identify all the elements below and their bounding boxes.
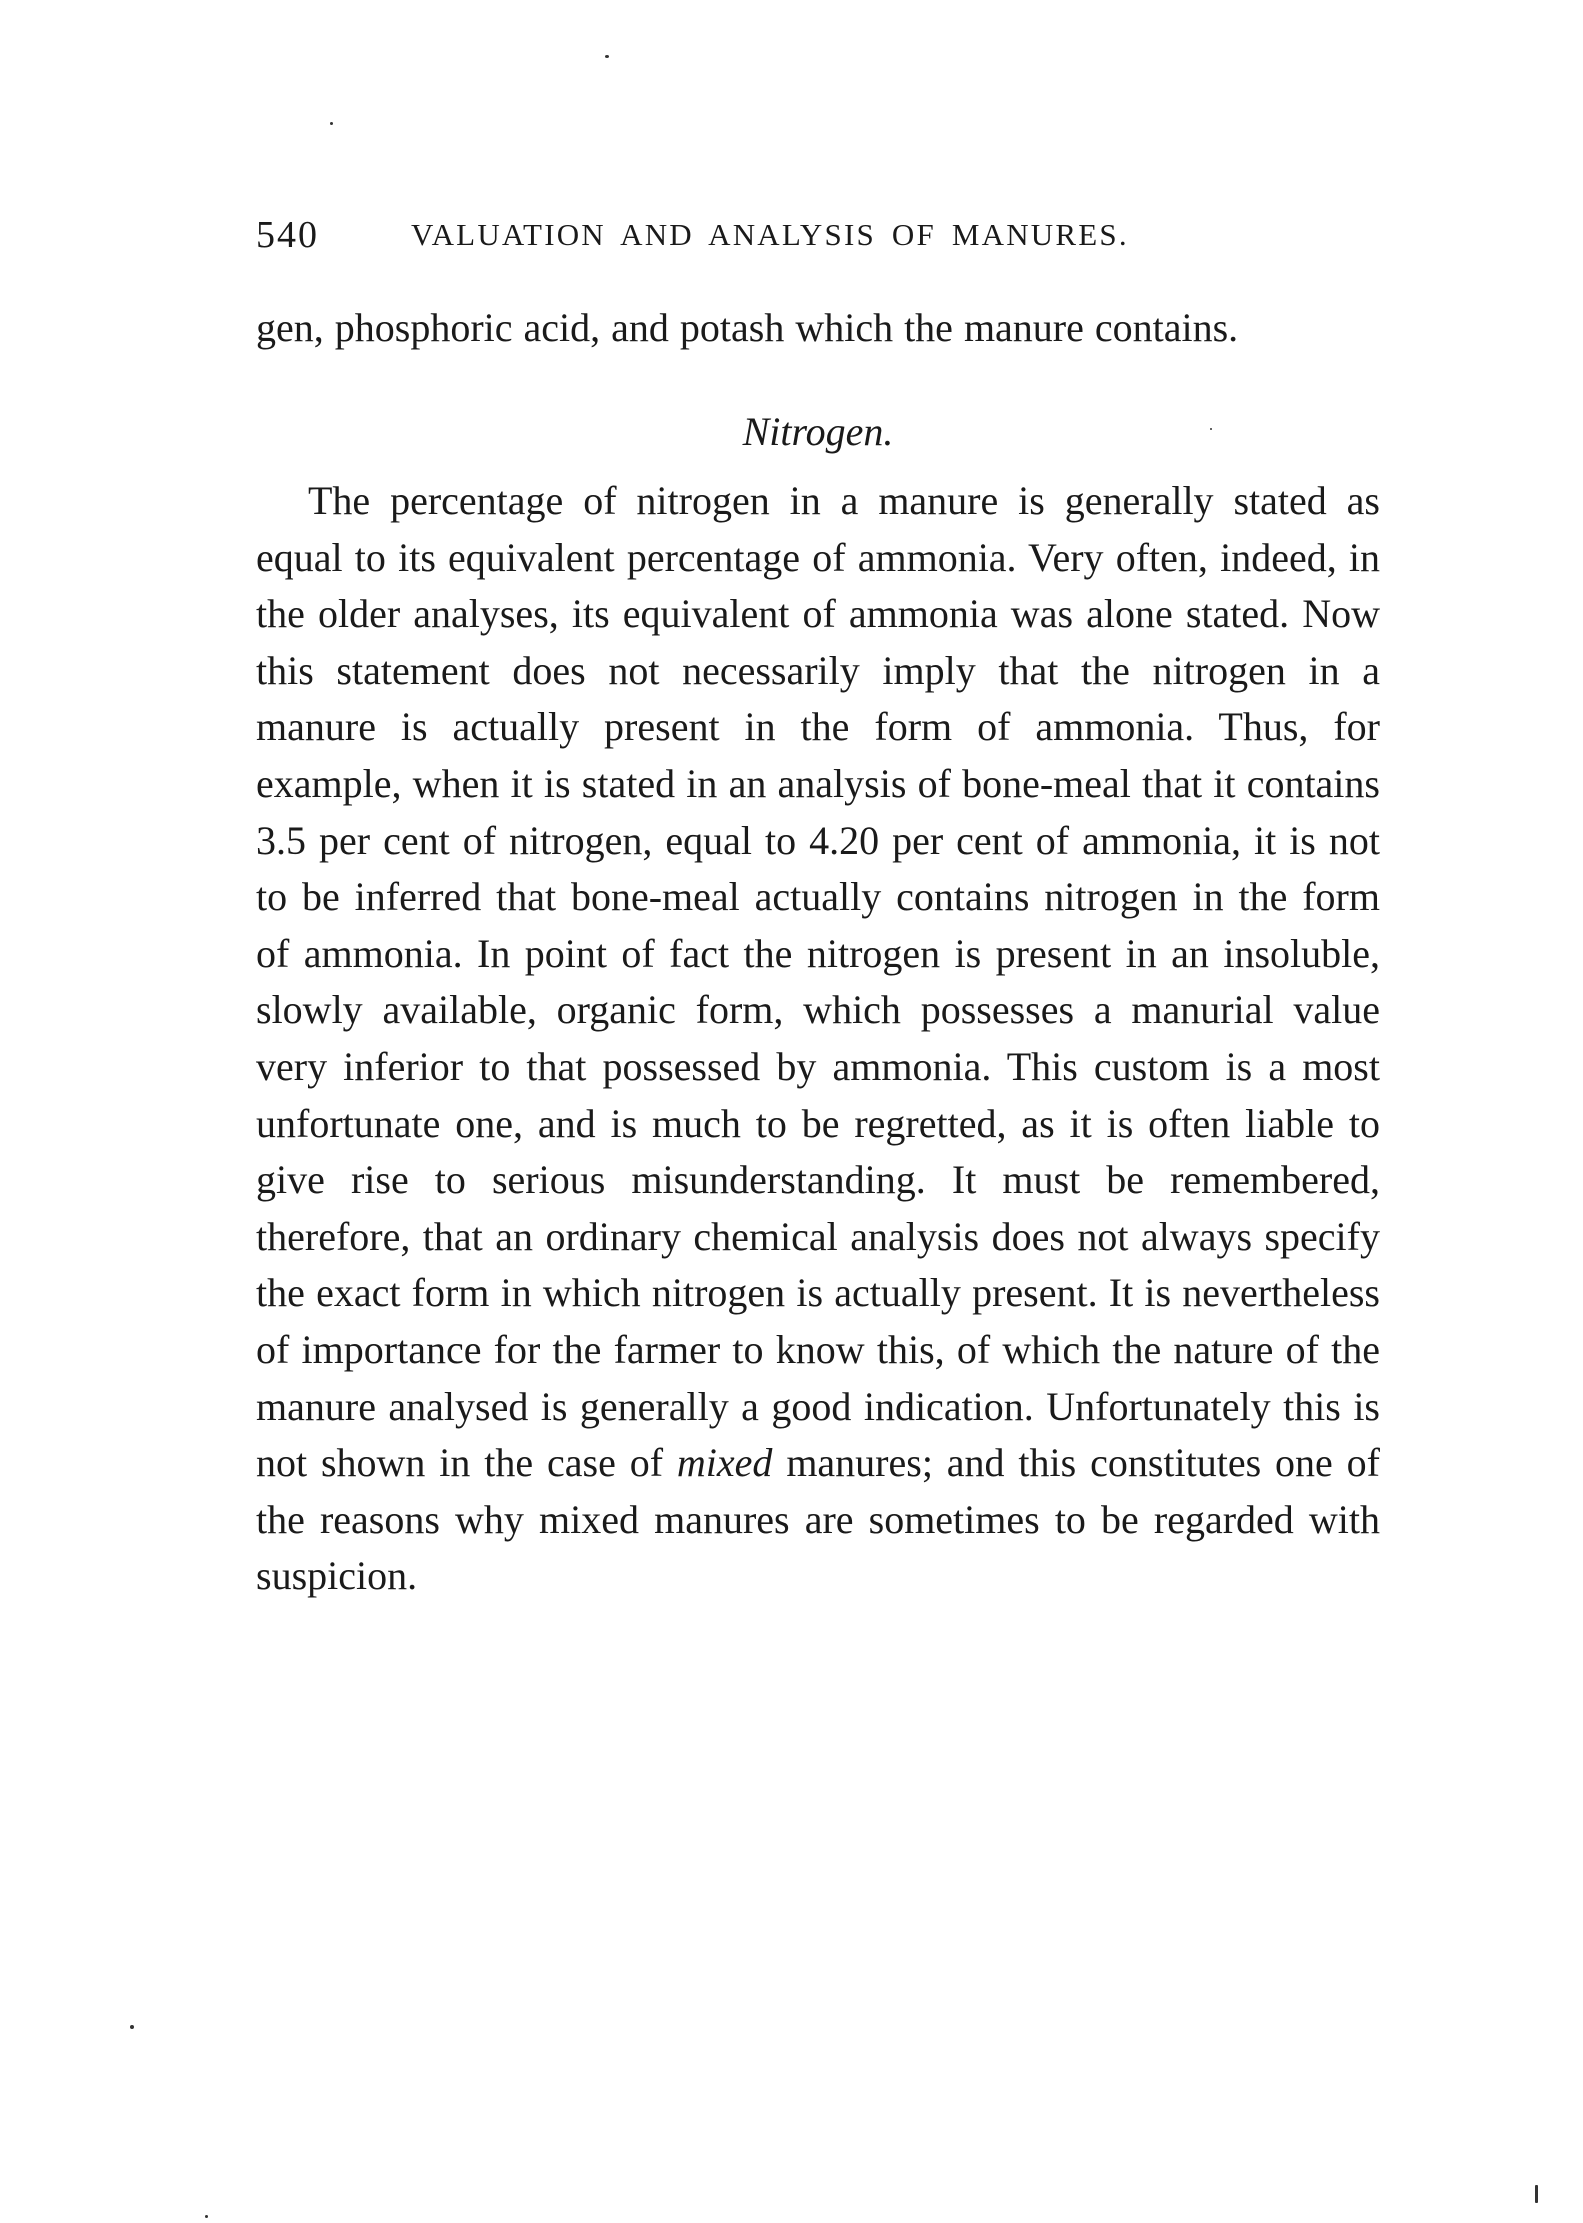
scan-speck (205, 2215, 208, 2218)
emphasized-word: mixed (676, 1440, 773, 1486)
page-number: 540 (256, 214, 319, 256)
scan-speck (1535, 2185, 1538, 2203)
scan-speck (330, 122, 333, 125)
paragraph-text-after-emphasis: manures; and this constitutes one of the reasons why mixed manures are sometimes to be regarded with suspicion. (256, 1440, 1380, 1599)
paragraph-text-before-emphasis: The percentage of nitrogen in a manure is generally stated as equal to its equivalent percentage of ammonia. Very often, indeed, in the older analyses, its equivalent of ammonia was alone stated. Now this statement does not necessarily imply that the nitrogen in a manure is actually present in the form of ammonia. Thus, for example, when it is stated in an analysis of bone-meal that it contains 3.5 per cent of nitrogen, equal to 4.20 per cent of ammonia, it is not to be inferred that bone-meal actually contains nitrogen in the form of ammonia. In point of fact the nitrogen is present in an insoluble, slowly available, organic form, which possesses a manurial value very inferior to that possessed by ammonia. This custom is a most unfortunate one, and is much to be regretted, as it is often liable to give rise to serious misunderstanding. It must be remembered, therefore, that an ordinary chemical analysis does not always specify the exact form in which nitrogen is actually present. It is nevertheless of importance for the farmer to know this, of which the nature of the manure analysed is generally a good indication. Unfortunately this is not shown in the case of (256, 478, 1380, 1486)
scan-speck (130, 2025, 134, 2029)
scan-speck (605, 55, 609, 58)
running-header (256, 205, 1376, 265)
section-heading: Nitrogen. (742, 409, 894, 454)
running-title: VALUATION AND ANALYSIS OF MANURES. (411, 217, 1129, 252)
continuation-paragraph: gen, phosphoric acid, and potash which the manure contains. (256, 305, 1239, 350)
body-paragraph (256, 473, 1380, 1605)
scan-speck (1210, 428, 1212, 430)
